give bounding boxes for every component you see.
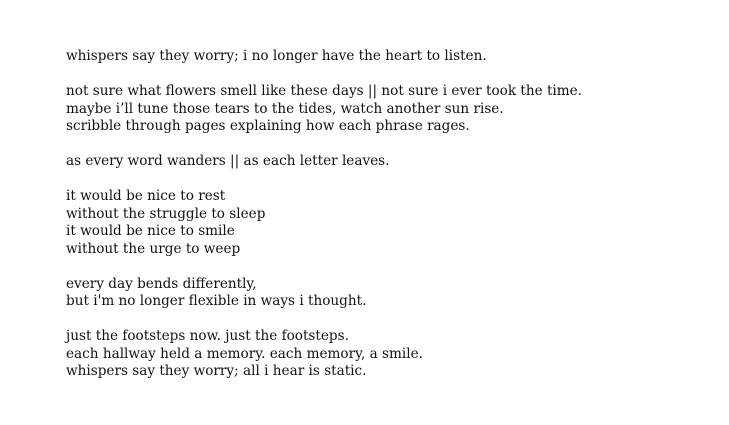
- poem-line: not sure what flowers smell like these days || not sure i ever took the time.: [66, 83, 583, 99]
- poem-line: just the footsteps now. just the footsteps.: [66, 328, 349, 344]
- poem-line: as every word wanders || as each letter leaves.: [66, 153, 390, 169]
- poem-line: without the urge to weep: [66, 240, 241, 257]
- stanza-gap: [66, 171, 706, 189]
- poem-line: it would be nice to rest: [66, 188, 226, 204]
- stanza-gap: [66, 66, 706, 84]
- poem-line: without the struggle to sleep: [66, 205, 266, 222]
- poem-line: it would be nice to smile: [66, 223, 235, 239]
- stanza-gap: [66, 258, 706, 276]
- poem-line: whispers say they worry; all i hear is static.: [66, 363, 367, 379]
- poem-line: but i'm no longer flexible in ways i thought.: [66, 293, 367, 309]
- poem-line: maybe i’ll tune those tears to the tides, watch another sun rise.: [66, 100, 504, 117]
- stanza-gap: [66, 136, 706, 154]
- poem-line: every day bends differently,: [66, 275, 257, 292]
- stanza-gap: [66, 311, 706, 329]
- poem-text-block: [66, 48, 706, 381]
- poem-line: scribble through pages explaining how each phrase rages.: [66, 118, 470, 134]
- poem-line: whispers say they worry; i no longer have the heart to listen.: [66, 48, 487, 64]
- poem-line: each hallway held a memory. each memory, a smile.: [66, 345, 423, 362]
